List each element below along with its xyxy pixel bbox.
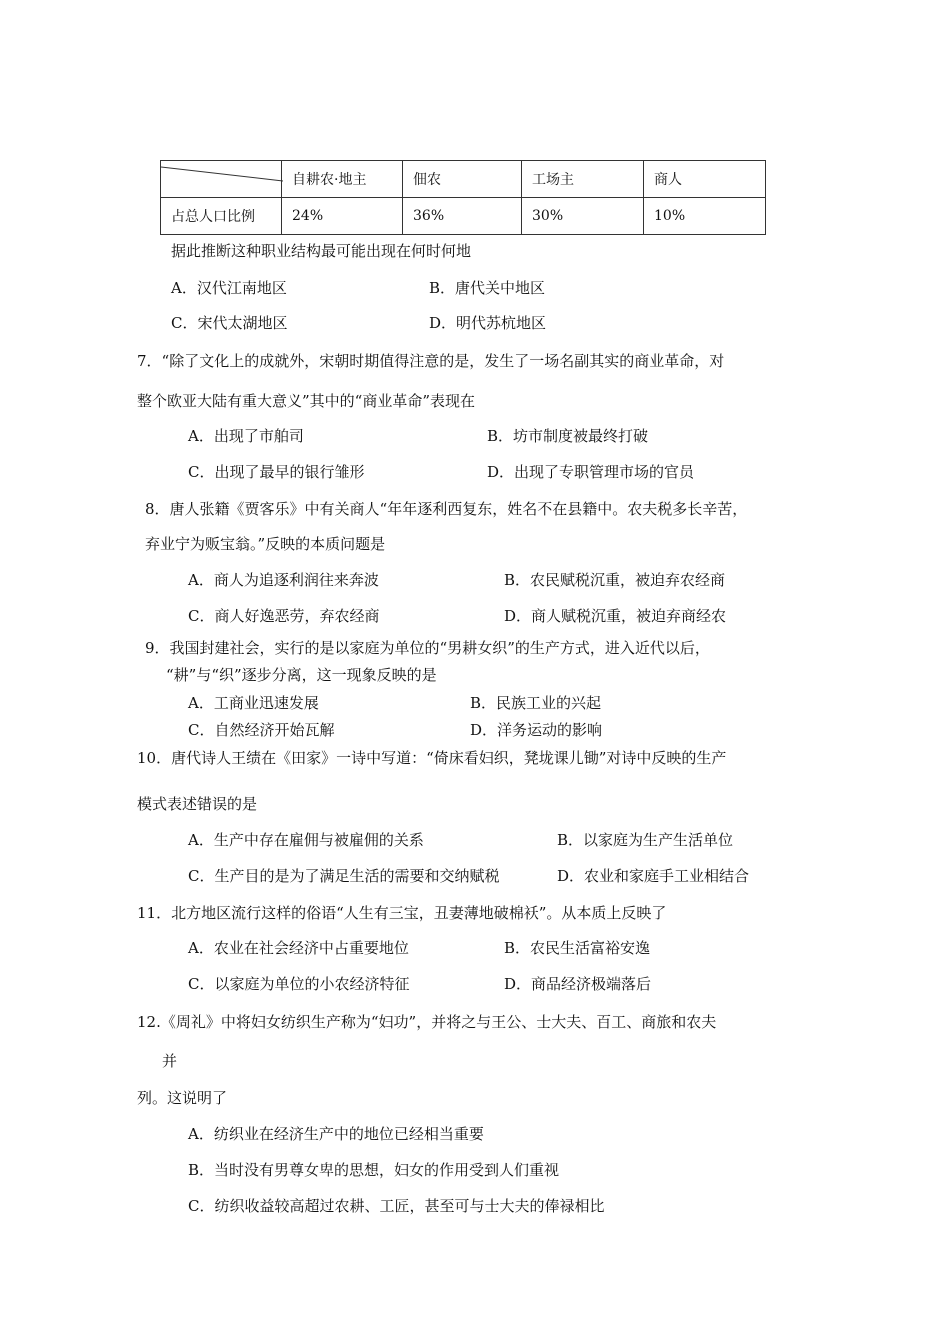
option-d: D．出现了专职管理市场的官员 <box>487 463 695 481</box>
option-a: A．商人为追逐利润往来奔波 <box>188 571 379 589</box>
option-a: A．工商业迅速发展 <box>188 694 319 712</box>
table-cell: 30% <box>522 198 644 235</box>
option-c: C．出现了最早的银行雏形 <box>188 463 365 481</box>
option-d: D．商人赋税沉重，被迫弃商经农 <box>504 607 727 625</box>
occupation-table <box>160 160 766 235</box>
option-c: C．以家庭为单位的小农经济特征 <box>188 975 410 993</box>
option-b: B．农民生活富裕安逸 <box>504 939 651 957</box>
option-b: B．农民赋税沉重，被迫弃农经商 <box>504 571 726 589</box>
question-line: 整个欧亚大陆有重大意义”其中的“商业革命”表现在 <box>137 392 476 410</box>
option-a: A．纺织业在经济生产中的地位已经相当重要 <box>188 1125 484 1143</box>
table-header-cell: 自耕农·地主 <box>282 161 403 198</box>
question-line: 弃业宁为贩宝翁。”反映的本质问题是 <box>145 535 386 553</box>
option-d: D．商品经济极端落后 <box>504 975 652 993</box>
option-c: C．宋代太湖地区 <box>171 314 288 332</box>
option-b: B．坊市制度被最终打破 <box>487 427 649 445</box>
option-b: B．民族工业的兴起 <box>470 694 602 712</box>
question-line: 并 <box>162 1052 178 1070</box>
question-line: 7．“除了文化上的成就外，宋朝时期值得注意的是，发生了一场名副其实的商业革命，对 <box>137 352 725 370</box>
option-b: B．唐代关中地区 <box>429 279 546 297</box>
option-d: D．洋务运动的影响 <box>470 721 603 739</box>
table-header-row <box>161 161 766 198</box>
table-cell: 36% <box>403 198 522 235</box>
option-d: D．明代苏杭地区 <box>429 314 547 332</box>
question-line: 11．北方地区流行这样的俗语“人生有三宝，丑妻薄地破棉袄”。从本质上反映了 <box>137 904 667 922</box>
option-c: C．生产目的是为了满足生活的需要和交纳赋税 <box>188 867 500 885</box>
option-b: B．以家庭为生产生活单位 <box>557 831 734 849</box>
question-line: 12.《周礼》中将妇女纺织生产称为“妇功”，并将之与王公、士大夫、百工、商旅和农夫 <box>137 1013 717 1031</box>
option-a: A．汉代江南地区 <box>171 279 287 297</box>
question-line: 模式表述错误的是 <box>137 795 258 813</box>
table-header-cell: 工场主 <box>522 161 644 198</box>
question-line: 列。这说明了 <box>137 1089 228 1107</box>
question-line: 8．唐人张籍《贾客乐》中有关商人“年年逐利西复东，姓名不在县籍中。农夫税多长辛苦， <box>145 500 748 518</box>
table-cell: 24% <box>282 198 403 235</box>
question-line: “耕”与“织”逐步分离，这一现象反映的是 <box>166 666 437 684</box>
table-cell: 10% <box>644 198 766 235</box>
table-header-cell: 商人 <box>644 161 766 198</box>
option-c: C．商人好逸恶劳，弃农经商 <box>188 607 380 625</box>
option-a: A．农业在社会经济中占重要地位 <box>188 939 409 957</box>
option-b: B．当时没有男尊女卑的思想，妇女的作用受到人们重视 <box>188 1161 560 1179</box>
question-stem: 据此推断这种职业结构最可能出现在何时何地 <box>171 242 472 260</box>
question-line: 10．唐代诗人王绩在《田家》一诗中写道：“倚床看妇织，凳垅课儿锄”对诗中反映的生产 <box>137 749 727 767</box>
table-corner-cell <box>161 161 282 198</box>
option-d: D．农业和家庭手工业相结合 <box>557 867 750 885</box>
table-row-label: 占总人口比例 <box>161 198 282 235</box>
option-a: A．生产中存在雇佣与被雇佣的关系 <box>188 831 424 849</box>
option-a: A．出现了市舶司 <box>188 427 304 445</box>
diagonal-line <box>161 161 283 199</box>
question-line: 9．我国封建社会，实行的是以家庭为单位的“男耕女织”的生产方式，进入近代以后， <box>145 639 710 657</box>
option-c: C．纺织收益较高超过农耕、工匠，甚至可与士大夫的俸禄相比 <box>188 1197 605 1215</box>
option-c: C．自然经济开始瓦解 <box>188 721 335 739</box>
table-header-cell: 佃农 <box>403 161 522 198</box>
table-row <box>161 198 766 235</box>
